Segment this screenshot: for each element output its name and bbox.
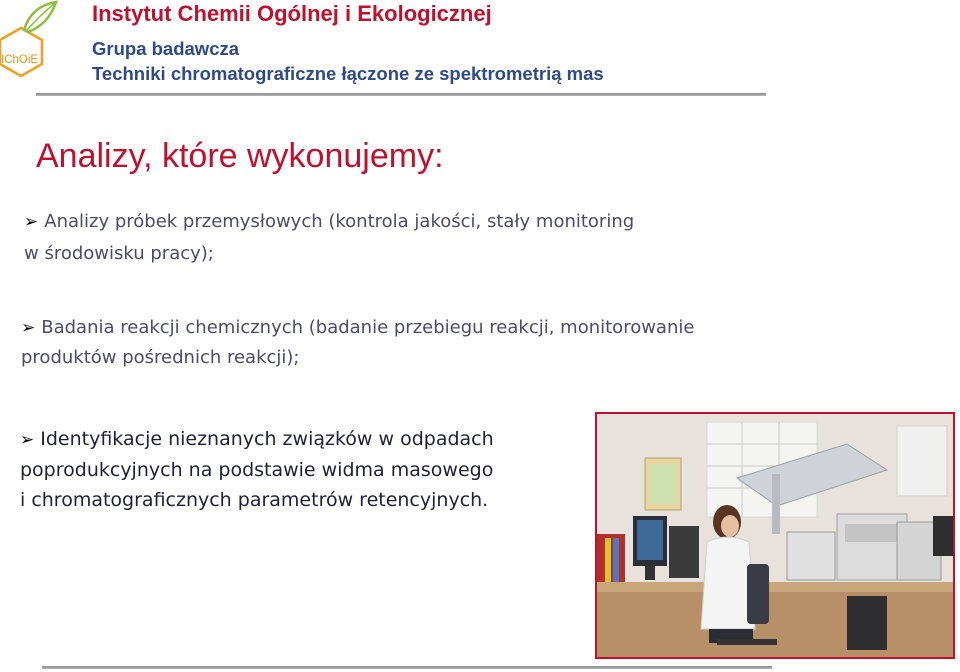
research-group-label: Grupa badawcza: [92, 38, 240, 59]
arrow-bullet-icon: ➢: [21, 318, 36, 338]
bullet-industrial-analysis: ➢ Analizy próbek przemysłowych (kontrola jakości, stały monitoring w środowisku pracy);: [24, 206, 634, 269]
ichoie-logo: [0, 0, 60, 90]
bullet-reaction-studies: ➢ Badania reakcji chemicznych (badanie przebiegu reakcji, monitorowanie produktów pośrednich reakcji);: [21, 313, 694, 372]
institute-title: Instytut Chemii Ogólnej i Ekologicznej: [92, 1, 492, 26]
lab-photo: [595, 412, 955, 659]
header-divider: [36, 93, 766, 96]
arrow-bullet-icon: ➢: [24, 212, 39, 232]
svg-text:IChOiE: IChOiE: [1, 54, 39, 66]
research-group-name: Techniki chromatograficzne łączone ze spektrometrią mas: [92, 63, 604, 84]
arrow-bullet-icon: ➢: [20, 430, 35, 450]
footer-divider: [42, 666, 772, 669]
bullet-compound-identification: ➢ Identyfikacje nieznanych związków w odpadach poprodukcyjnych na podstawie widma masowego i chromatograficznych parametrów retencyjnych.: [20, 424, 494, 515]
page-heading: Analizy, które wykonujemy:: [36, 137, 444, 175]
